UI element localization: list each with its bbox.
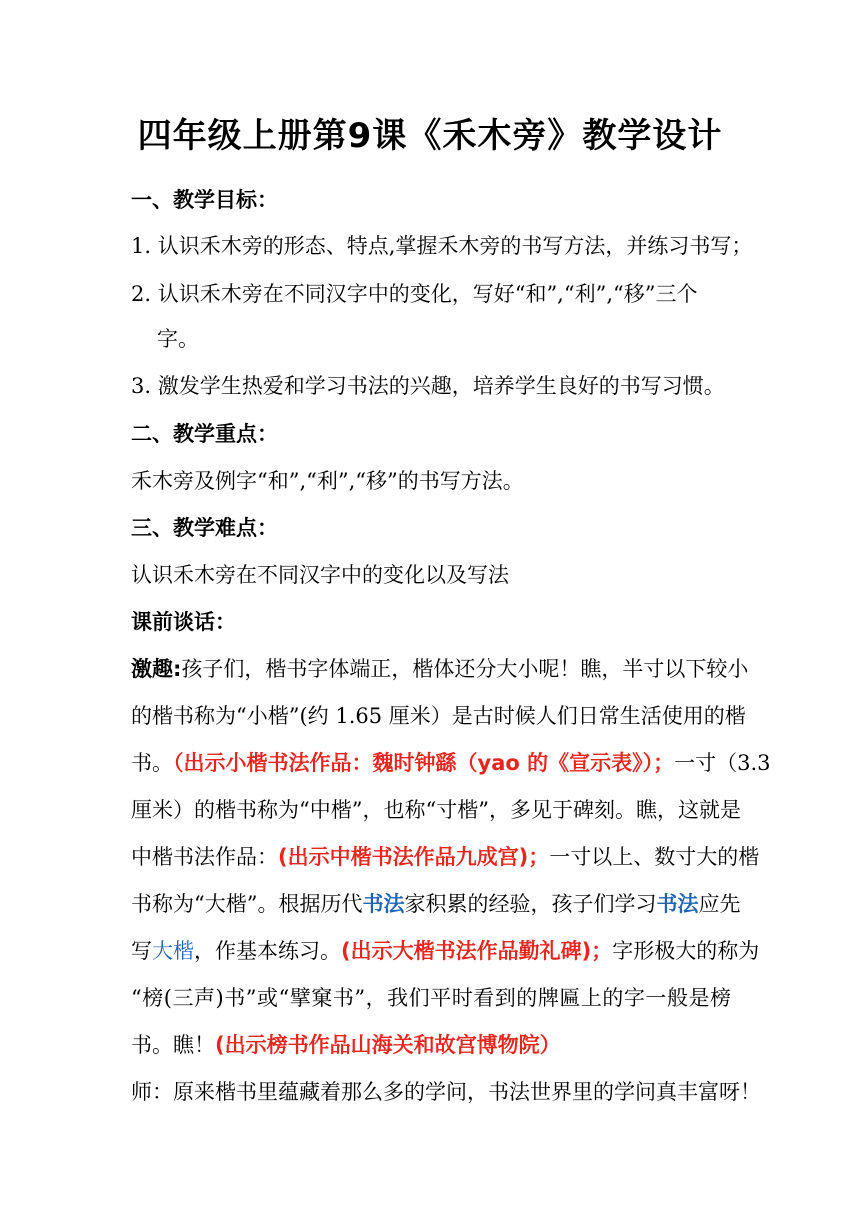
goal-item-2: 2. 认识禾木旁在不同汉字中的变化，写好“和”,“利”,“移”三个	[131, 282, 698, 306]
page-title: 四年级上册第9课《禾木旁》教学设计	[137, 116, 723, 156]
difficulties-text: 认识禾木旁在不同汉字中的变化以及写法	[131, 563, 509, 587]
pre-talk-line-2: 的楷书称为“小楷”(约 1.65 厘米）是古时候人们日常生活使用的楷	[131, 704, 746, 728]
section-heading-key-points: 二、教学重点：	[131, 422, 278, 446]
section-heading-goals: 一、教学目标：	[131, 188, 278, 212]
goal-item-1: 1. 认识禾木旁的形态、特点,掌握禾木旁的书写方法，并练习书写；	[131, 234, 753, 258]
red-annotation: (出示榜书作品山海关和故宫博物院）	[215, 1033, 561, 1057]
goal-item-2-continued: 字。	[157, 327, 199, 351]
red-annotation: (出示中楷书法作品九成宫)；	[278, 845, 550, 869]
blue-keyword: 大楷	[152, 939, 194, 963]
red-annotation: （出示小楷书法作品：魏时钟繇（yao 的《宣示表》）；	[173, 751, 675, 775]
section-heading-difficulties: 三、教学难点：	[131, 516, 278, 540]
pre-talk-line-6: 书称为“大楷”。根据历代书法家积累的经验，孩子们学习书法应先	[131, 892, 741, 916]
goal-item-3: 3. 激发学生热爱和学习书法的兴趣，培养学生良好的书写习惯。	[131, 374, 725, 398]
section-heading-pre-talk: 课前谈话：	[131, 610, 236, 634]
pre-talk-line-3: 书。（出示小楷书法作品：魏时钟繇（yao 的《宣示表》）；一寸（3.3	[131, 751, 771, 775]
pre-talk-line-7: 写大楷，作基本练习。(出示大楷书法作品勤礼碑)；字形极大的称为	[131, 939, 760, 963]
pre-talk-line-1: 激趣:孩子们，楷书字体端正，楷体还分大小呢！瞧，半寸以下较小	[131, 657, 749, 681]
blue-keyword: 书法	[362, 892, 405, 916]
red-annotation: (出示大楷书法作品勤礼碑)；	[341, 939, 613, 963]
key-points-text: 禾木旁及例字“和”,“利”,“移”的书写方法。	[131, 469, 524, 493]
pre-talk-line-5: 中楷书法作品：(出示中楷书法作品九成宫)；一寸以上、数寸大的楷	[131, 845, 760, 869]
blue-keyword: 书法	[656, 892, 699, 916]
pre-talk-line-8: “榜(三声)书”或“擘窠书”，我们平时看到的牌匾上的字一般是榜	[131, 986, 731, 1010]
pre-talk-line-4: 厘米）的楷书称为“中楷”，也称“寸楷”，多见于碑刻。瞧，这就是	[131, 798, 741, 822]
pre-talk-line-9: 书。瞧！(出示榜书作品山海关和故宫博物院）	[131, 1033, 561, 1057]
teacher-line: 师：原来楷书里蕴藏着那么多的学问，书法世界里的学问真丰富呀！	[131, 1080, 761, 1104]
pre-talk-label: 激趣:	[131, 657, 182, 681]
